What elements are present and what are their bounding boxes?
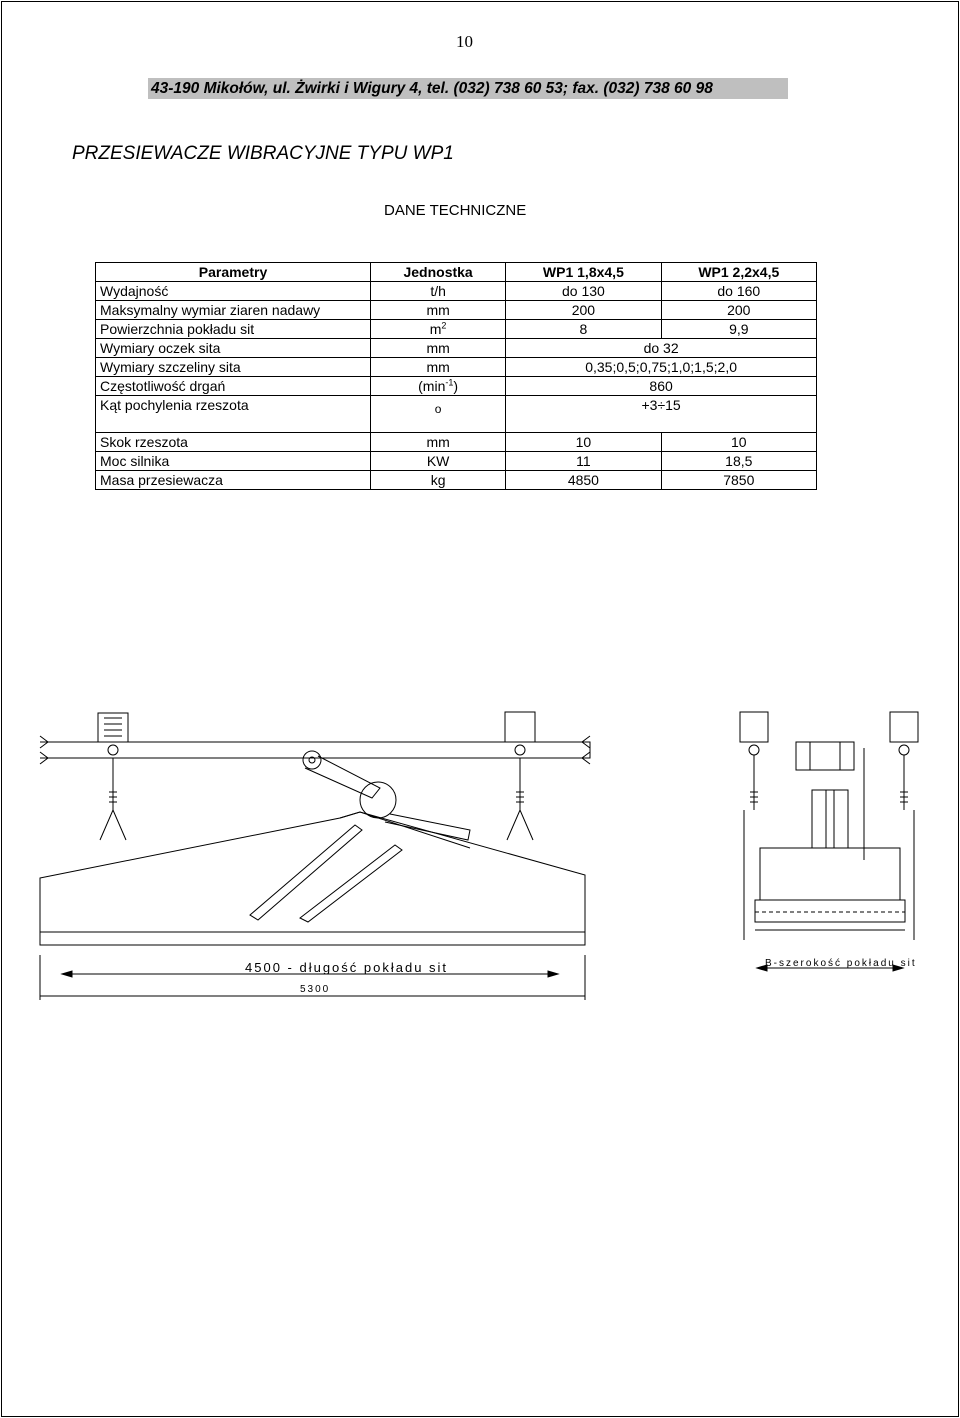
document-title: PRZESIEWACZE WIBRACYJNE TYPU WP1: [72, 143, 454, 164]
table-row: [96, 320, 817, 339]
merged-value-cell: [506, 396, 817, 433]
table-row: [96, 452, 817, 471]
spring-box: [740, 712, 768, 742]
value-cell: 4850: [506, 471, 661, 490]
unit-cell: mm: [371, 358, 506, 377]
unit-cell: [371, 377, 506, 396]
value-cell: 9,9: [661, 320, 816, 339]
table-row: [96, 282, 817, 301]
table-row: [96, 358, 817, 377]
param-cell: Moc silnika: [96, 452, 371, 471]
header-wp1-18: WP1 1,8x4,5: [506, 263, 661, 282]
unit-cell: KW: [371, 452, 506, 471]
table-header-row: [96, 263, 817, 282]
unit-exponent: -1: [445, 377, 454, 388]
merged-value-cell: 860: [506, 377, 817, 396]
screen-technical-drawing: [0, 700, 960, 1010]
unit-cell: mm: [371, 433, 506, 452]
param-cell: Maksymalny wymiar ziaren nadawy: [96, 301, 371, 320]
value-cell: 200: [661, 301, 816, 320]
section-subtitle: DANE TECHNICZNE: [384, 202, 527, 219]
unit-cell: t/h: [371, 282, 506, 301]
spring-box: [98, 713, 128, 742]
header-jednostka: Jednostka: [371, 263, 506, 282]
header-wp1-22: WP1 2,2x4,5: [661, 263, 816, 282]
technical-data-table: [95, 262, 817, 490]
unit-cell: mm: [371, 301, 506, 320]
value-cell: 7850: [661, 471, 816, 490]
company-header: [148, 78, 788, 99]
vibrator-icon: [812, 790, 848, 848]
unit-exponent: 2: [441, 320, 447, 331]
spring-box: [890, 712, 918, 742]
unit-base: m: [429, 321, 442, 337]
value-cell: do 130: [506, 282, 661, 301]
company-address: 43-190 Mikołów, ul. Żwirki i Wigury 4, tel. (032) 738 60 53; fax. (032) 738 60 98: [151, 80, 713, 97]
value-cell: 11: [506, 452, 661, 471]
angle-min: +3: [641, 397, 658, 413]
unit-cell: kg: [371, 471, 506, 490]
param-cell: Skok rzeszota: [96, 433, 371, 452]
unit-cell: [371, 396, 506, 433]
unit-cell: [371, 320, 506, 339]
dim-total-length: 5300: [300, 984, 331, 995]
param-cell: Częstotliwość drgań: [96, 377, 371, 396]
table-row: [96, 471, 817, 490]
spring-box: [505, 712, 535, 742]
param-cell: Kąt pochylenia rzeszota: [96, 396, 371, 433]
merged-value-cell: do 32: [506, 339, 817, 358]
table-row: [96, 396, 817, 433]
merged-value-cell: 0,35;0,5;0,75;1,0;1,5;2,0: [506, 358, 817, 377]
side-view: [40, 712, 590, 945]
param-cell: Wymiary szczeliny sita: [96, 358, 371, 377]
header-parametry: Parametry: [96, 263, 371, 282]
table-row: [96, 433, 817, 452]
range-symbol: ÷: [657, 397, 666, 413]
dim-deck-width: B-szerokość pokładu sit: [765, 958, 917, 969]
dim-deck-length: 4500 - długość pokładu sit: [245, 960, 449, 975]
param-cell: Powierzchnia pokładu sit: [96, 320, 371, 339]
unit-cell: mm: [371, 339, 506, 358]
motor-icon: [796, 742, 854, 770]
param-cell: Wydajność: [96, 282, 371, 301]
value-cell: 10: [661, 433, 816, 452]
unit-pre: (min: [418, 378, 446, 394]
end-view: [740, 712, 918, 940]
angle-max: 15: [665, 397, 681, 413]
param-cell: Masa przesiewacza: [96, 471, 371, 490]
value-cell: 18,5: [661, 452, 816, 471]
page-number: 10: [456, 32, 473, 51]
value-cell: 200: [506, 301, 661, 320]
table-row: [96, 339, 817, 358]
value-cell: 10: [506, 433, 661, 452]
table-row: [96, 377, 817, 396]
unit-post: ): [453, 378, 459, 394]
table-row: [96, 301, 817, 320]
value-cell: 8: [506, 320, 661, 339]
param-cell: Wymiary oczek sita: [96, 339, 371, 358]
degree-unit: o: [434, 402, 442, 416]
value-cell: do 160: [661, 282, 816, 301]
